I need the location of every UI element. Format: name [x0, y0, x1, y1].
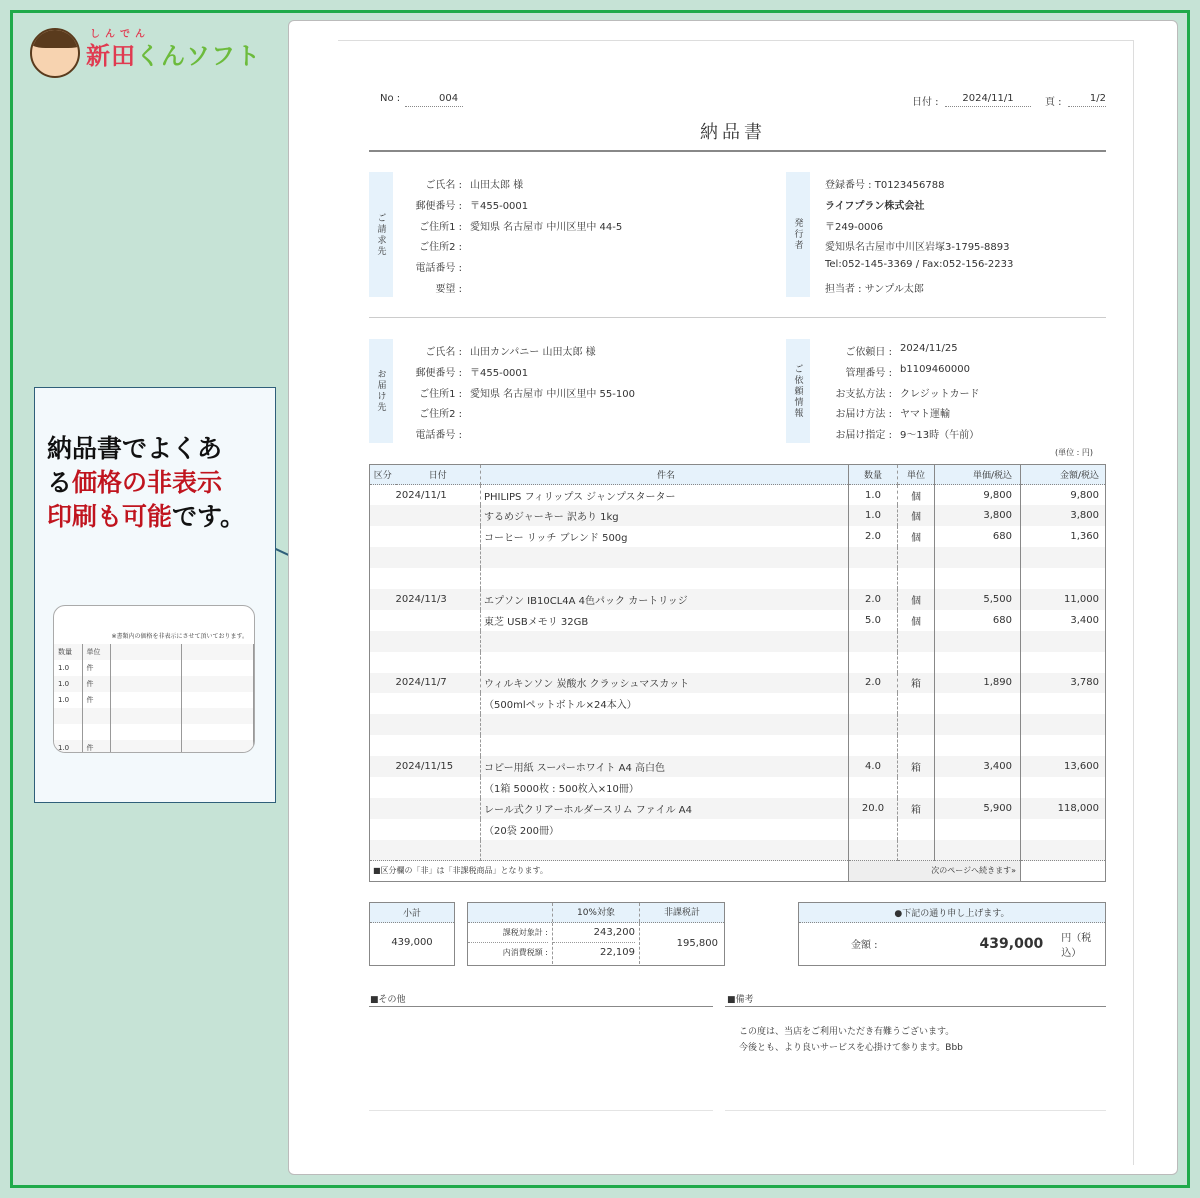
mini-cell — [182, 644, 254, 660]
table-cell — [396, 798, 481, 819]
callout-highlight: 価格の非表示 — [72, 468, 223, 497]
field-label: 郵便番号 : — [415, 200, 462, 212]
mini-cell: 1.0 — [54, 740, 82, 753]
taxable-value: 243,200 — [553, 923, 635, 943]
table-cell: 9,800 — [1070, 489, 1099, 501]
table-cell — [396, 610, 481, 631]
table-cell — [849, 547, 898, 568]
total-header: ●下記の通り申し上げます。 — [799, 903, 1105, 923]
table-cell: 個 — [898, 610, 935, 631]
table-cell — [1021, 693, 1106, 714]
table-row — [370, 673, 1106, 694]
field-label: ご住所2 : — [419, 242, 462, 254]
mini-cell — [110, 708, 182, 724]
tax-box — [467, 902, 725, 966]
brand-name-sub: くんソフト — [136, 42, 261, 70]
table-cell: 箱 — [898, 756, 935, 777]
field-label: ご住所1 : — [419, 388, 462, 400]
table-cell — [898, 693, 935, 714]
table-cell — [370, 568, 396, 589]
table-cell — [370, 819, 396, 840]
table-row — [370, 777, 1106, 798]
table-cell: 1.0 — [849, 505, 898, 526]
mini-row — [54, 660, 254, 676]
table-row — [370, 631, 1106, 652]
mini-cell — [110, 692, 182, 708]
mini-cell: 件 — [82, 660, 110, 676]
doc-date: 2024/11/1 — [945, 93, 1031, 107]
table-cell: 11,000 — [1021, 589, 1106, 610]
table-cell — [370, 673, 396, 694]
table-cell — [370, 485, 396, 506]
other-bottom-line — [369, 1110, 713, 1111]
table-cell — [935, 777, 1021, 798]
inner-tax-value: 22,109 — [600, 947, 635, 958]
table-cell: 1.0 — [849, 485, 898, 506]
mini-table — [54, 644, 254, 753]
table-cell — [481, 714, 849, 735]
subtotal-label: 小計 — [370, 903, 454, 923]
table-cell — [898, 631, 935, 652]
table-cell — [849, 840, 898, 861]
table-cell: 9,800 — [935, 485, 1021, 506]
table-cell — [370, 756, 396, 777]
table-cell: 2.0 — [849, 673, 898, 694]
table-cell: 2.0 — [849, 526, 898, 547]
table-cell — [935, 735, 1021, 756]
continue-note: 次のページへ続きます» — [849, 861, 1021, 882]
table-cell — [396, 652, 481, 673]
table-cell — [849, 777, 898, 798]
table-cell — [370, 610, 396, 631]
table-cell: 個 — [898, 589, 935, 610]
table-cell: （1箱 5000枚 : 500枚入×10冊） — [481, 777, 849, 798]
footnote: ■区分欄の「非」は「非課税商品」となります。 — [370, 861, 849, 882]
table-cell — [370, 798, 396, 819]
field-label: ご依頼日 : — [845, 347, 892, 358]
mini-cell — [182, 676, 254, 692]
field-label: お届け方法 : — [835, 409, 892, 421]
column-header: 日付 — [396, 465, 481, 485]
table-cell — [370, 505, 396, 526]
table-row — [370, 714, 1106, 735]
mini-note: ※書類内の価格を非表示にさせて頂いております。 — [111, 633, 248, 640]
remarks-label: ■備考 — [727, 995, 754, 1005]
table-cell — [1021, 714, 1106, 735]
table-cell: 箱 — [898, 798, 935, 819]
title-divider — [369, 150, 1106, 152]
page-number: 1/2 — [1068, 93, 1106, 107]
table-cell — [370, 547, 396, 568]
callout-text: です。 — [172, 502, 246, 531]
field-value: 〒455-0001 — [470, 367, 529, 379]
table-cell: 3,400 — [935, 756, 1021, 777]
mini-row — [54, 708, 254, 724]
table-cell: 個 — [898, 485, 935, 506]
page-label: 頁 : — [1045, 97, 1062, 108]
table-row — [370, 610, 1106, 631]
remarks-line: この度は、当店をご利用いただき有難うございます。 — [739, 1027, 955, 1037]
request-section-label: ご依頼情報 — [786, 339, 810, 443]
table-cell: 2024/11/7 — [396, 673, 481, 694]
brand-ruby: しんでん — [90, 29, 150, 40]
field-label: 要望 : — [435, 284, 462, 295]
billing-section-label: ご請求先 — [369, 172, 393, 297]
table-row — [370, 568, 1106, 589]
table-cell: 2.0 — [849, 589, 898, 610]
table-cell: 東芝 USBメモリ 32GB — [481, 610, 849, 631]
field-value: b1109460000 — [900, 363, 970, 375]
mini-cell — [110, 660, 182, 676]
table-cell — [849, 568, 898, 589]
nontax-header: 非課税計 — [663, 908, 700, 918]
table-cell — [1021, 840, 1106, 861]
table-cell: 個 — [898, 505, 935, 526]
table-cell — [396, 526, 481, 547]
table-cell — [481, 568, 849, 589]
mini-cell — [110, 676, 182, 692]
table-cell — [935, 652, 1021, 673]
table-cell — [370, 840, 396, 861]
table-cell — [370, 631, 396, 652]
column-header: 金額/税込 — [1021, 465, 1106, 485]
table-cell — [935, 819, 1021, 840]
table-cell — [849, 652, 898, 673]
field-value: ヤマト運輸 — [900, 409, 950, 421]
table-cell — [1021, 819, 1106, 840]
issuer-line: Tel:052-145-3369 / Fax:052-156-2233 — [825, 259, 1014, 271]
table-cell — [481, 631, 849, 652]
field-label: ご住所1 : — [419, 221, 462, 233]
table-cell: 3,400 — [1070, 614, 1099, 626]
column-header: 数量 — [849, 465, 898, 485]
table-row — [370, 756, 1106, 777]
table-cell — [935, 714, 1021, 735]
table-row — [370, 693, 1106, 714]
total-value: 439,000 — [979, 935, 1044, 952]
mini-row — [54, 740, 254, 753]
table-cell: 680 — [935, 526, 1021, 547]
table-cell — [898, 568, 935, 589]
table-cell — [849, 693, 898, 714]
mini-cell — [182, 724, 254, 740]
table-cell: するめジャーキー 訳あり 1kg — [481, 505, 849, 526]
table-cell — [396, 631, 481, 652]
callout-line: 納品書でよくあ — [47, 434, 223, 463]
table-cell — [935, 547, 1021, 568]
table-cell: 4.0 — [849, 756, 898, 777]
table-cell: PHILIPS フィリップス ジャンプスターター — [481, 485, 849, 506]
issuer-line: 〒249-0006 — [825, 221, 884, 233]
issuer-line: 担当者 : サンプル太郎 — [825, 284, 924, 295]
table-cell: 118,000 — [1021, 798, 1106, 819]
date-label: 日付 : — [912, 97, 939, 108]
table-cell: 20.0 — [849, 798, 898, 819]
table-row — [370, 589, 1106, 610]
table-row — [370, 485, 1106, 506]
table-cell — [370, 735, 396, 756]
table-cell — [898, 652, 935, 673]
table-row — [370, 840, 1106, 861]
mini-header-row — [54, 644, 254, 660]
table-cell — [1021, 652, 1106, 673]
field-label: ご住所2 : — [419, 409, 462, 421]
table-row — [370, 505, 1106, 526]
mini-preview — [53, 605, 255, 753]
total-box — [798, 902, 1106, 966]
total-label: 金額 : — [851, 940, 878, 951]
mini-header: 数量 — [54, 644, 82, 660]
table-cell: コピー用紙 スーパーホワイト A4 高白色 — [481, 756, 849, 777]
table-cell — [849, 631, 898, 652]
field-value: 9～13時（午前） — [900, 430, 980, 442]
brand-logo — [30, 22, 261, 78]
field-label: ご氏名 : — [425, 347, 462, 358]
no-label: No : — [380, 93, 401, 104]
table-row — [370, 526, 1106, 547]
table-cell: 680 — [935, 610, 1021, 631]
column-header: 件名 — [481, 465, 849, 485]
table-cell — [481, 547, 849, 568]
table-cell — [1021, 631, 1106, 652]
field-label: 電話番号 : — [415, 263, 462, 275]
field-label: 郵便番号 : — [415, 367, 462, 379]
table-cell — [898, 819, 935, 840]
table-cell — [935, 693, 1021, 714]
field-label: お届け指定 : — [835, 430, 892, 442]
table-cell: 2024/11/1 — [396, 485, 481, 506]
table-footer-row — [370, 861, 1106, 882]
issuer-line: 登録番号 : T0123456788 — [825, 180, 945, 191]
table-cell — [396, 693, 481, 714]
remarks-bottom-line — [725, 1110, 1106, 1111]
table-cell — [481, 735, 849, 756]
table-cell: レール式クリアーホルダースリム ファイル A4 — [481, 798, 849, 819]
feature-callout — [34, 387, 276, 803]
field-label: 電話番号 : — [415, 430, 462, 442]
other-divider — [369, 1006, 713, 1007]
table-cell: （500mlペットボトル×24本入） — [481, 693, 849, 714]
mini-cell — [110, 724, 182, 740]
issuer-section-label: 発行者 — [786, 172, 810, 297]
table-cell — [1021, 777, 1106, 798]
issuer-line: ライフプラン株式会社 — [825, 200, 925, 212]
table-cell — [396, 840, 481, 861]
mascot-face-icon — [30, 28, 80, 78]
table-cell: （20袋 200冊） — [481, 819, 849, 840]
table-row — [370, 819, 1106, 840]
brand-name-main: 新田 — [86, 42, 136, 70]
table-cell — [1021, 568, 1106, 589]
mini-cell — [182, 692, 254, 708]
field-label: 管理番号 : — [845, 367, 892, 379]
mini-cell: 件 — [82, 740, 110, 753]
table-cell: 箱 — [898, 673, 935, 694]
table-cell — [481, 652, 849, 673]
callout-text: る — [47, 468, 73, 497]
table-cell — [396, 777, 481, 798]
delivery-section-label: お届け先 — [369, 339, 393, 443]
table-cell — [396, 568, 481, 589]
total-unit: 円（税込） — [1061, 932, 1092, 959]
remarks-line: 今後とも、より良いサービスを心掛けて参ります。Bbb — [739, 1043, 963, 1053]
mini-cell — [54, 724, 82, 740]
table-cell: 2024/11/15 — [396, 756, 481, 777]
mini-cell — [82, 724, 110, 740]
table-cell — [849, 714, 898, 735]
table-cell: 1,360 — [1070, 531, 1099, 543]
mini-cell: 1.0 — [54, 660, 82, 676]
table-cell — [898, 735, 935, 756]
field-value: 〒455-0001 — [470, 200, 529, 212]
field-value: クレジットカード — [900, 388, 980, 400]
mini-cell — [182, 740, 254, 753]
table-cell — [898, 547, 935, 568]
table-cell — [849, 735, 898, 756]
mini-row — [54, 676, 254, 692]
table-cell: 3,780 — [1021, 673, 1106, 694]
mini-cell — [82, 708, 110, 724]
table-cell: 個 — [898, 526, 935, 547]
table-cell — [1021, 547, 1106, 568]
document-title: 納品書 — [700, 122, 766, 143]
field-value: 2024/11/25 — [900, 343, 958, 354]
table-cell — [898, 840, 935, 861]
table-cell: 3,800 — [935, 505, 1021, 526]
table-cell — [849, 819, 898, 840]
column-header: 単価/税込 — [935, 465, 1021, 485]
table-cell — [898, 714, 935, 735]
table-cell — [370, 652, 396, 673]
mini-row — [54, 692, 254, 708]
tax-10-header: 10%対象 — [553, 903, 640, 922]
doc-number: 004 — [405, 93, 463, 107]
table-cell — [1021, 735, 1106, 756]
mini-cell — [182, 660, 254, 676]
table-cell — [935, 631, 1021, 652]
field-value: 山田太郎 様 — [470, 180, 524, 191]
mini-cell — [110, 644, 182, 660]
taxable-label: 課税対象計 : — [468, 923, 548, 943]
mini-row — [54, 724, 254, 740]
table-cell: 3,800 — [1021, 505, 1106, 526]
column-header: 単位 — [898, 465, 935, 485]
mini-cell: 1.0 — [54, 676, 82, 692]
mini-cell — [182, 708, 254, 724]
subtotal-value: 439,000 — [391, 937, 433, 948]
table-cell — [935, 840, 1021, 861]
subtotal-box — [369, 902, 455, 966]
inner-tax-label: 内消費税額 : — [502, 948, 548, 957]
callout-highlight: 印刷も可能 — [47, 502, 173, 531]
table-cell: 1,890 — [935, 673, 1021, 694]
table-cell: ウィルキンソン 炭酸水 クラッシュマスカット — [481, 673, 849, 694]
remarks-divider — [725, 1006, 1106, 1007]
table-cell: エプソン IB10CL4A 4色パック カートリッジ — [481, 589, 849, 610]
footer-empty — [1021, 861, 1106, 882]
mini-cell — [110, 740, 182, 753]
table-cell — [396, 819, 481, 840]
mini-cell: 1.0 — [54, 692, 82, 708]
table-row — [370, 735, 1106, 756]
table-cell: 5,500 — [935, 589, 1021, 610]
table-cell — [370, 777, 396, 798]
table-cell — [370, 589, 396, 610]
field-label: お支払方法 : — [835, 388, 892, 400]
table-cell — [898, 777, 935, 798]
table-cell — [481, 840, 849, 861]
table-cell — [370, 693, 396, 714]
other-label: ■その他 — [370, 995, 406, 1005]
table-cell: コーヒー リッチ ブレンド 500g — [481, 526, 849, 547]
table-row — [370, 798, 1106, 819]
table-cell — [396, 547, 481, 568]
unit-note: (単位 : 円) — [1055, 448, 1094, 457]
table-cell: 5.0 — [849, 610, 898, 631]
table-cell — [396, 714, 481, 735]
table-cell: 13,600 — [1021, 756, 1106, 777]
section-divider — [369, 317, 1106, 318]
table-cell: 2024/11/3 — [396, 589, 481, 610]
field-value: 愛知県 名古屋市 中川区里中 55-100 — [470, 388, 635, 400]
items-table — [369, 464, 1106, 882]
column-header: 区分 — [370, 465, 396, 485]
table-cell — [396, 505, 481, 526]
table-cell — [935, 568, 1021, 589]
field-label: ご氏名 : — [425, 180, 462, 191]
mini-header: 単位 — [82, 644, 110, 660]
field-value: 愛知県 名古屋市 中川区里中 44-5 — [470, 221, 623, 233]
field-value: 山田カンパニー 山田太郎 様 — [470, 347, 596, 358]
mini-cell: 件 — [82, 676, 110, 692]
table-cell — [370, 526, 396, 547]
table-row — [370, 652, 1106, 673]
issuer-line: 愛知県名古屋市中川区岩塚3-1795-8893 — [825, 242, 1010, 254]
table-cell — [370, 714, 396, 735]
nontax-value: 195,800 — [676, 938, 718, 949]
table-cell: 5,900 — [935, 798, 1021, 819]
table-row — [370, 547, 1106, 568]
table-cell — [396, 735, 481, 756]
mini-cell — [54, 708, 82, 724]
mini-cell: 件 — [82, 692, 110, 708]
